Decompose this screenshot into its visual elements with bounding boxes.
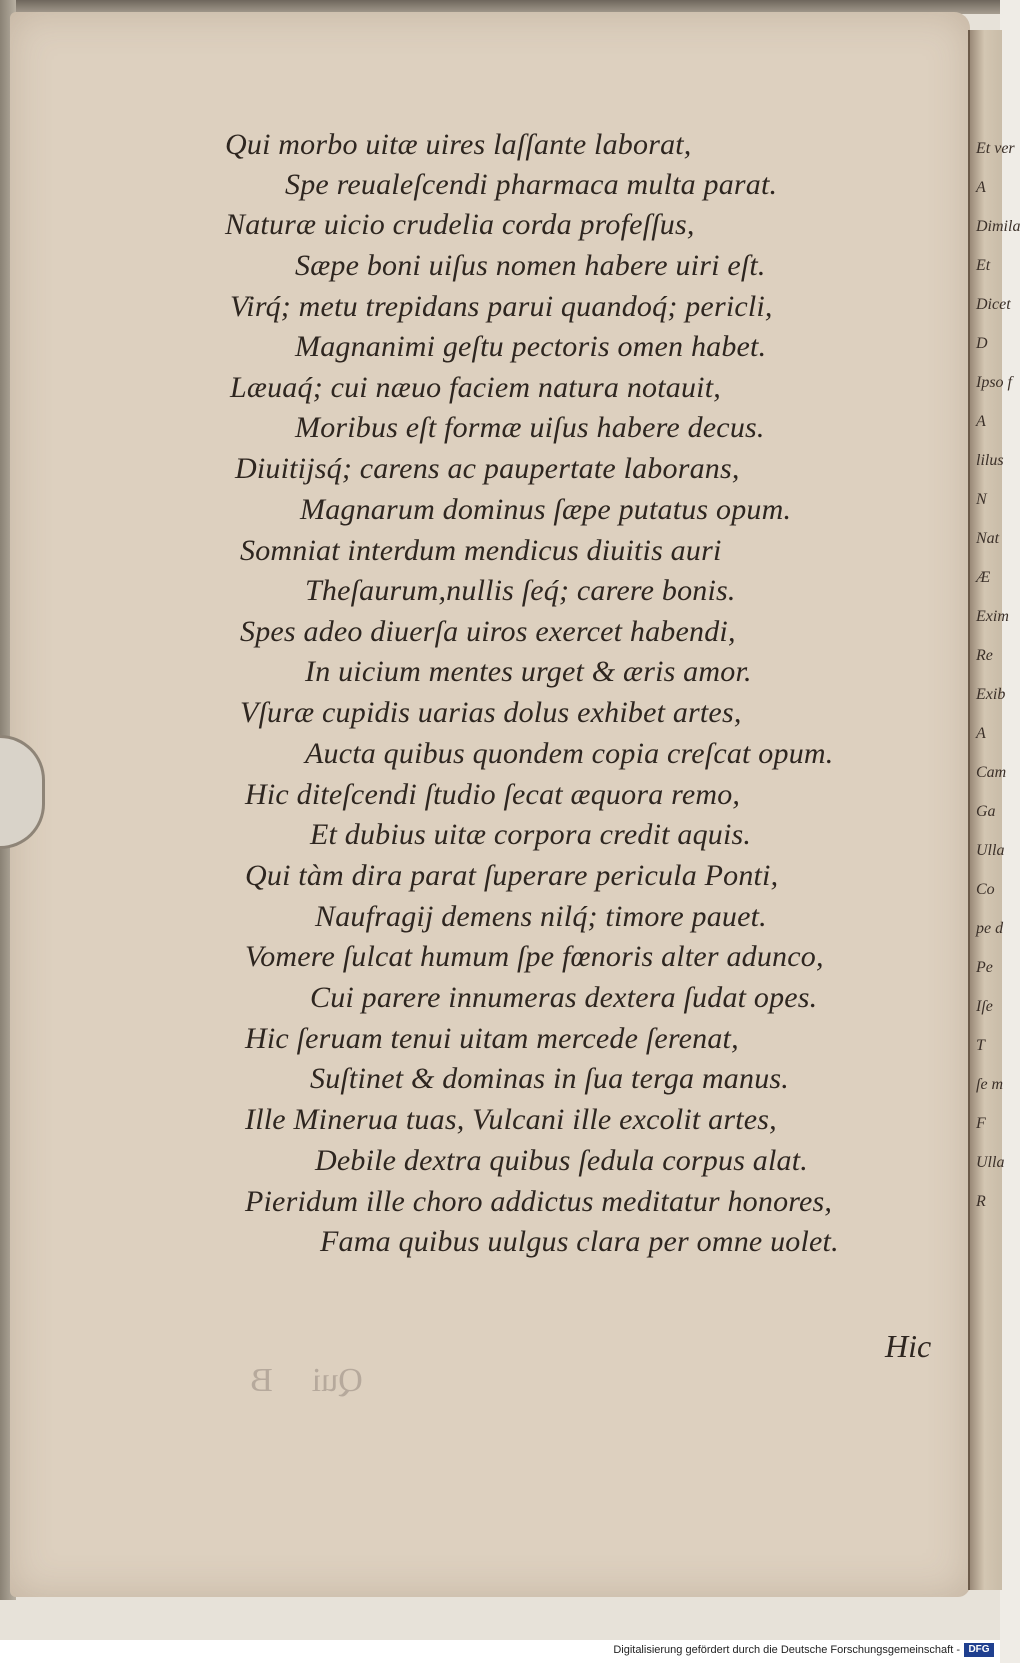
poem-line: Moribus eſt formæ uiſus habere decus. <box>295 411 765 444</box>
poem-line: Theſaurum,nullis ſeq́; carere bonis. <box>305 574 736 607</box>
margin-fragment: T <box>976 1037 985 1054</box>
margin-fragment: Ipso f <box>976 374 1012 391</box>
poem-line: Qui morbo uitæ uires laſſante laborat, <box>225 128 692 161</box>
signature-catchword: Qui <box>311 1362 363 1399</box>
poem-line: Hic diteſcendi ſtudio ſecat æquora remo, <box>245 778 741 811</box>
margin-fragment: Ga <box>976 803 996 820</box>
margin-fragment: A <box>976 725 986 742</box>
margin-fragment: pe d <box>976 920 1004 937</box>
margin-fragment: N <box>976 491 987 508</box>
poem-line: Spe reualeſcendi pharmaca multa parat. <box>285 168 778 201</box>
poem-line: Virq́; metu trepidans parui quandoq́; pericli, <box>230 290 773 323</box>
poem-line: Qui tàm dira parat ſuperare pericula Ponti, <box>245 859 779 892</box>
poem-line: Cui parere innumeras dextera ſudat opes. <box>310 981 818 1014</box>
margin-fragment: Exib <box>976 686 1006 703</box>
margin-fragment: ſe m <box>976 1076 1004 1093</box>
margin-fragment: lilus <box>976 452 1004 469</box>
poem-line: Vomere ſulcat humum ſpe fœnoris alter adunco, <box>245 940 824 973</box>
margin-fragment: Pe <box>976 959 993 976</box>
poem-line: Naturæ uicio crudelia corda profeſſus, <box>225 208 695 241</box>
poem-line: Magnanimi geſtu pectoris omen habet. <box>295 330 767 363</box>
margin-fragment: Ulla <box>976 842 1005 859</box>
poem-line: Debile dextra quibus ſedula corpus alat. <box>315 1144 808 1177</box>
margin-fragment: R <box>976 1193 986 1210</box>
margin-fragment: Dicet <box>976 296 1011 313</box>
poem-line: Pieridum ille choro addictus meditatur honores, <box>245 1185 833 1218</box>
adjacent-page-text <box>976 140 1020 1232</box>
poem-line: Somniat interdum mendicus diuitis auri <box>240 534 722 567</box>
poem-line: Sæpe boni uiſus nomen habere uiri eſt. <box>295 249 766 282</box>
poem-line: In uicium mentes urget & æris amor. <box>305 655 752 688</box>
poem-line: Vſuræ cupidis uarias dolus exhibet artes, <box>240 696 742 729</box>
poem-line: Ille Minerua tuas, Vulcani ille excolit artes, <box>245 1103 777 1136</box>
poem-line: Naufragij demens nilq́; timore pauet. <box>315 900 767 933</box>
bleed-through-signature <box>250 1362 363 1400</box>
margin-fragment: Nat <box>976 530 1000 547</box>
margin-fragment: F <box>976 1115 986 1132</box>
margin-fragment: A <box>976 413 986 430</box>
margin-fragment: Æ <box>976 569 991 586</box>
poem-line: Diuitijsq́; carens ac paupertate laborans, <box>235 452 740 485</box>
poem-line: Læuaq́; cui næuo faciem natura notauit, <box>230 371 721 404</box>
signature-mark: B <box>250 1362 273 1399</box>
poem-line: Spes adeo diuerſa uiros exercet habendi, <box>240 615 736 648</box>
poem-line: Aucta quibus quondem copia creſcat opum. <box>305 737 834 770</box>
funding-credit: Digitalisierung gefördert durch die Deutsche Forschungsgemeinschaft - <box>613 1644 960 1656</box>
margin-fragment: Et <box>976 257 991 274</box>
margin-fragment: Dimila <box>976 218 1020 235</box>
poem-line: Magnarum dominus ſæpe putatus opum. <box>300 493 792 526</box>
poem-line: Et dubius uitæ corpora credit aquis. <box>310 818 752 851</box>
poem-line: Fama quibus uulgus clara per omne uolet. <box>320 1225 839 1258</box>
poem-line: Hic ſeruam tenui uitam mercede ſerenat, <box>245 1022 739 1055</box>
margin-fragment: Et ver <box>976 140 1015 157</box>
margin-fragment: Exim <box>976 608 1009 625</box>
margin-fragment: Co <box>976 881 995 898</box>
dfg-logo: DFG <box>964 1643 994 1657</box>
margin-fragment: Re <box>976 647 993 664</box>
margin-fragment: D <box>976 335 988 352</box>
catchword: Hic <box>885 1328 932 1364</box>
margin-fragment: Ulla <box>976 1154 1005 1171</box>
margin-fragment: A <box>976 179 986 196</box>
poem-line: Suſtinet & dominas in ſua terga manus. <box>310 1062 789 1095</box>
margin-fragment: Cam <box>976 764 1007 781</box>
margin-fragment: Iſe <box>976 998 993 1015</box>
